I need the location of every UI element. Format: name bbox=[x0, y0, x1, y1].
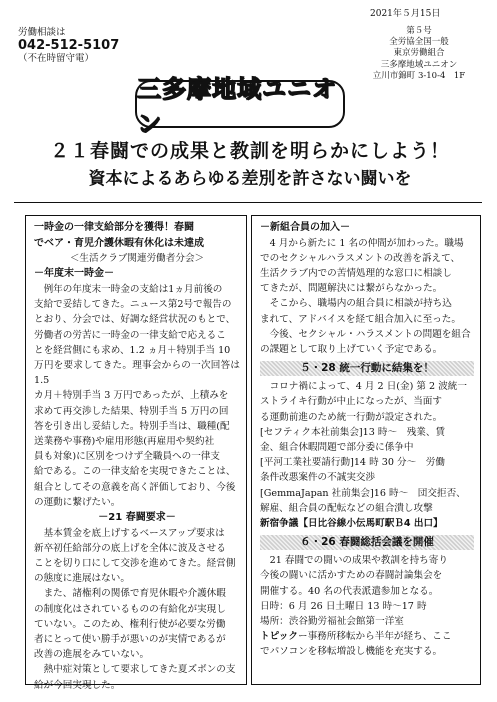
text-line: でのセクシャルハラスメントの改善を訴えて、 bbox=[260, 252, 461, 264]
right-article bbox=[251, 215, 481, 685]
text-line: 万円を要求してきた。理事会からの一次回答は 1.5 bbox=[34, 360, 240, 387]
text-line: 給が今回実現した。 bbox=[34, 679, 121, 691]
text-line: [平河工業社要請行動]14 時 30 分～ 労働 bbox=[260, 457, 445, 469]
text-line: 改善の進展をみていない。 bbox=[34, 649, 150, 661]
text-line: てきたが、問題解決には繋がらなかった。 bbox=[260, 283, 443, 295]
text-line: そこから、職場内の組合員に相談が持ち込 bbox=[269, 298, 452, 310]
text-line: [セフティク本社前集会]13 時～ 残業、賃 bbox=[260, 426, 446, 438]
right-sec1-body bbox=[260, 236, 474, 358]
text-line: 支給で妥結してきた。ニュース第2号で報告の bbox=[34, 299, 232, 311]
text-line: 給である。この一律支給を実現できたことは、 bbox=[34, 466, 236, 478]
left-article-subtitle: ＜生活クラブ関連労働者分会＞ bbox=[69, 253, 205, 265]
text-line: 例年の年度末一時金の支給は1ヵ月前後の bbox=[43, 283, 223, 295]
text-line: 熱中症対策として要求してきた夏ズボンの支 bbox=[43, 664, 236, 676]
text-line: ストライキ行動が中止になったが、当面す bbox=[260, 396, 442, 408]
text-line: 生活クラブ内での苦情処理的な窓口に相談し bbox=[260, 268, 452, 279]
text-line: 者にとって使い勝手が悪いのが実情であるが bbox=[34, 634, 226, 646]
text-line: 開催する。40 名の代表派遣参加となる。 bbox=[260, 585, 439, 597]
text-line: コロナ禍によって、4 月 2 日(金) 第 2 波統一 bbox=[269, 381, 467, 393]
text-line: の制度化はされているものの有給化が実現し bbox=[34, 603, 226, 615]
left-sec2-body bbox=[34, 526, 240, 693]
left-sec2-heading: －21 春闘要求－ bbox=[98, 512, 176, 524]
text-line: 解雇、組合員の配転などの組合潰し攻撃 bbox=[260, 502, 433, 514]
text-line: 金、組合休暇問題で部分委に係争中 bbox=[260, 442, 414, 454]
headline-1: ２１春闘での成果と教訓を明らかにしよう！ bbox=[49, 140, 450, 162]
consult-note: （不在時留守電） bbox=[18, 53, 95, 64]
right-sec1-heading: －新組合員の加入－ bbox=[260, 222, 350, 233]
text-line: 員も対象)に区別をつけず全職員への一律支 bbox=[34, 451, 221, 463]
issue-number: 第５号 bbox=[406, 26, 432, 36]
right-sec2-body bbox=[260, 379, 474, 531]
masthead-title-box bbox=[135, 75, 345, 138]
text-line: る運動前進のため統一行動が設定された。 bbox=[260, 411, 443, 423]
issue-address: 立川市錦町 3-10-4 1F bbox=[372, 70, 466, 81]
consult-block bbox=[18, 26, 123, 65]
text-line: の態度に進展はない。 bbox=[34, 573, 130, 585]
text-line: 今後、セクシャル・ハラスメントの問題を組合 bbox=[269, 328, 471, 340]
header-divider bbox=[14, 202, 482, 203]
left-sec1-heading: －年度末一時金－ bbox=[34, 268, 114, 280]
text-line: 4 月から新たに 1 名の仲間が加わった。職場 bbox=[269, 237, 464, 249]
text-line: まれて、アドバイスを経て組合加入に至った。 bbox=[260, 313, 461, 325]
text-line: の運動に繋げたい。 bbox=[34, 496, 121, 508]
text-line: [GemmaJapan 社前集会]16 時～ 団交拒否、 bbox=[260, 487, 466, 499]
topic-text-1: ー事務所移転から半年が経ち、ここ bbox=[298, 631, 452, 643]
text-line: また、諸権利の関係で育児休暇や介護休暇 bbox=[43, 588, 226, 600]
left-sec1-body bbox=[34, 282, 240, 510]
text-line: の課題として取り上げていく予定である。 bbox=[260, 344, 443, 356]
right-sec3-heading: ６・26 春闘総括会議を開催 bbox=[260, 535, 474, 550]
topic-text-2: でパソコンを移転増設し機能を充実する。 bbox=[260, 646, 443, 658]
text-line: 日時：6 月 26 日土曜日 13 時～17 時 bbox=[260, 600, 427, 612]
text-line: 基本賃金を底上げするベースアップ要求は bbox=[43, 527, 225, 539]
left-article bbox=[25, 215, 247, 691]
text-line: とを経営側にも求め、1.2 ヵ月＋特別手当 10 bbox=[34, 344, 231, 356]
issue-org-1: 全労協全国一般 bbox=[389, 37, 449, 48]
left-article-title-1: 一時金の一律支給部分を獲得！春闘 bbox=[34, 222, 194, 233]
text-line: 送業務や事務)や雇用形態(再雇用や契約社 bbox=[34, 436, 215, 448]
text-line: 組合としてその意義を高く評価しており、今後 bbox=[34, 481, 236, 493]
topic-block bbox=[260, 629, 474, 659]
text-line: 答を引き出し妥結した。特別手当は、職種(配 bbox=[34, 420, 230, 432]
issue-org-3: 三多摩地域ユニオン bbox=[380, 59, 458, 70]
consult-phone: 042-512-5107 bbox=[18, 38, 120, 53]
text-line: 新卒初任給部分の底上げを全体に波及させる bbox=[34, 542, 226, 554]
issue-info bbox=[354, 26, 484, 82]
headline-2: 資本によるあらゆる差別を許さない闘いを bbox=[88, 169, 412, 189]
consult-label: 労働相談は bbox=[18, 27, 66, 38]
left-article-title-2: でベア・育児介護休暇有休化は未達成 bbox=[34, 237, 204, 249]
issue-org-2: 東京労働組合 bbox=[393, 48, 445, 59]
text-line: 求めて再交渉した結果、特別手当 5 万円の回 bbox=[34, 405, 229, 417]
text-line: カ月＋特別手当 3 万円であったが、上積みを bbox=[34, 390, 229, 402]
masthead-title: 三多摩地域ユニオン bbox=[137, 75, 337, 138]
text-line: 場所：渋谷勤労福祉会館第一洋室 bbox=[260, 616, 404, 628]
text-line: 条件改悪案件の不誠実交渉 bbox=[260, 472, 376, 484]
text-line: 今後の闘いに活かすための春闘討論集会を bbox=[260, 570, 443, 582]
text-line: 労働者の労苦に一時金の一律支給で応えるこ bbox=[34, 329, 226, 341]
text-line: 21 春闘での闘いの成果や教訓を持ち寄り bbox=[269, 555, 448, 567]
topic-label: トピック bbox=[260, 631, 298, 643]
right-sec3-body bbox=[260, 553, 474, 629]
text-line: ていない。このため、権利行使が必要な労働 bbox=[34, 618, 226, 630]
text-line: とおり、分会では、好調な経営状況のもとで、 bbox=[34, 314, 236, 326]
text-line: 新宿争議【日比谷線小伝馬町駅Ｂ4 出口】 bbox=[260, 518, 443, 530]
issue-date: 2021年５月15日 bbox=[370, 9, 441, 19]
text-line: ことを切り口にして交渉を進めてきた。経営側 bbox=[34, 558, 236, 570]
right-sec2-heading: ５・28 統一行動に結集を！ bbox=[260, 361, 474, 376]
